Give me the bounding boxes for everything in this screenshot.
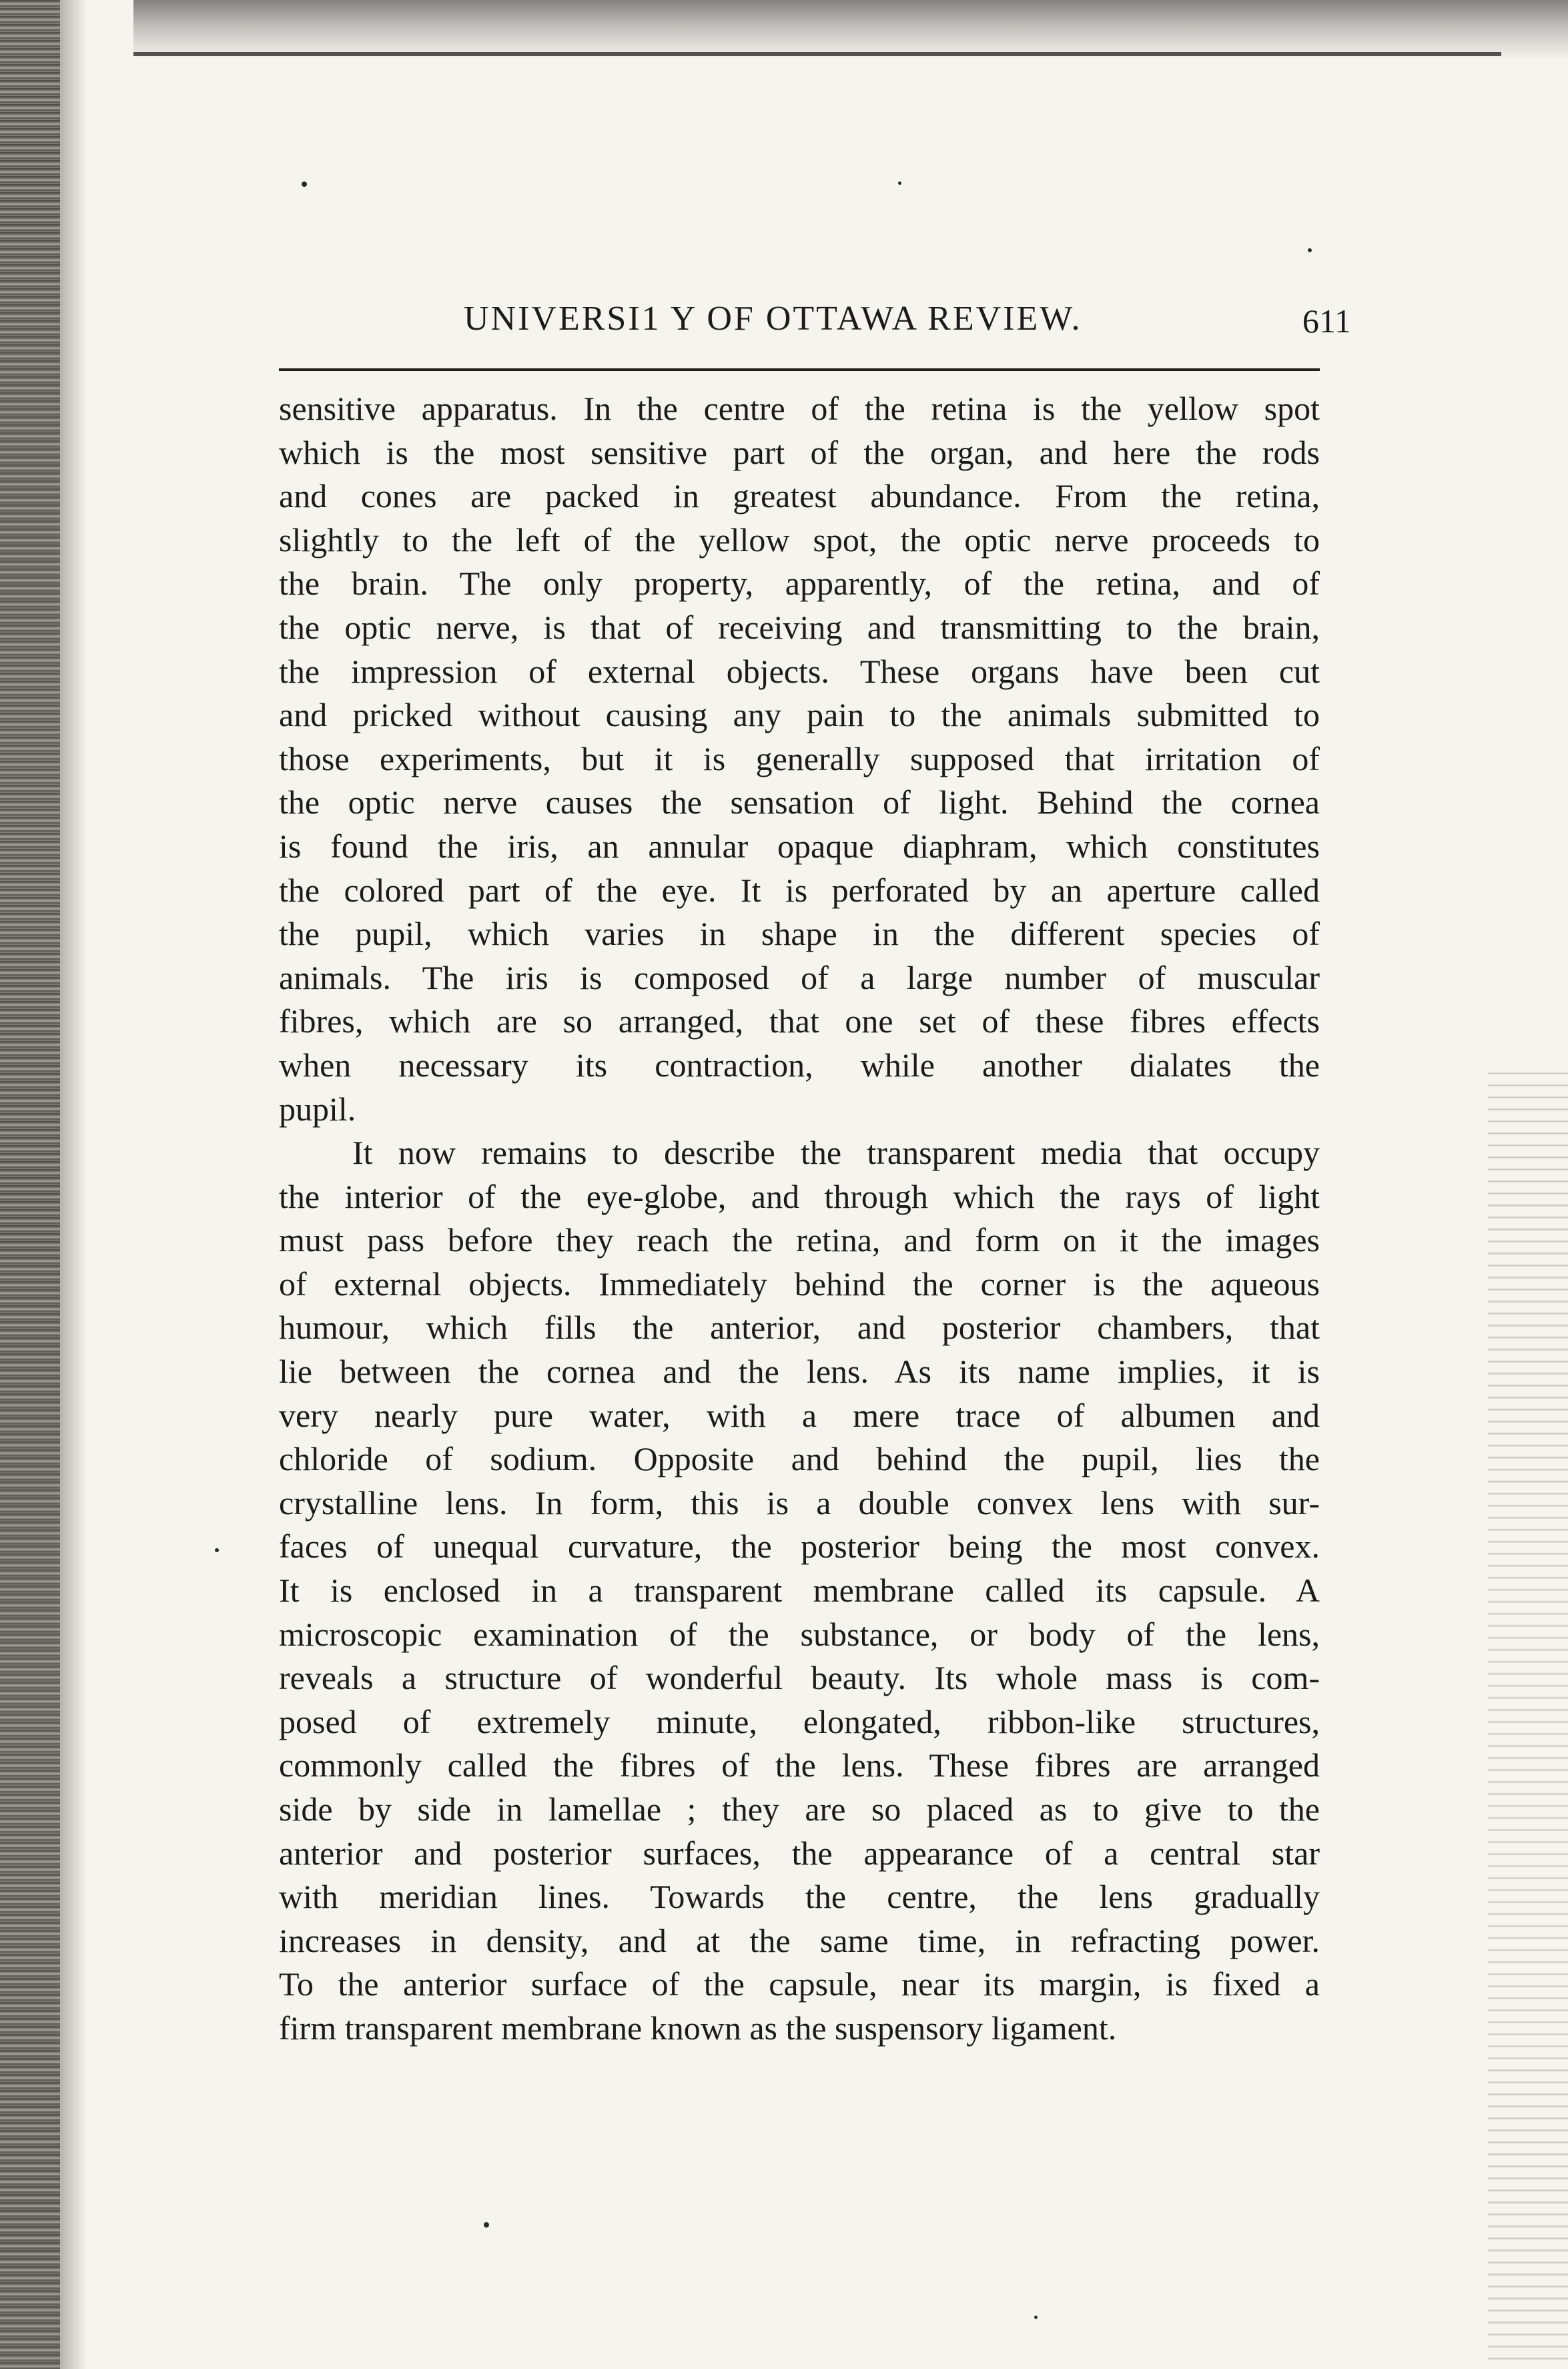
top-edge-shadow bbox=[133, 0, 1568, 60]
ink-speck bbox=[484, 2222, 489, 2228]
text-line: chloride of sodium. Opposite and behind the pupil, lies the bbox=[279, 1440, 1320, 1478]
binding-edge-shadow bbox=[0, 0, 60, 2369]
text-line: and cones are packed in greatest abundance. From the retina, bbox=[279, 477, 1320, 515]
text-line: To the anterior surface of the capsule, near its margin, is fixed a bbox=[279, 1965, 1320, 2003]
text-line: lie between the cornea and the lens. As its name implies, it is bbox=[279, 1353, 1320, 1391]
text-line: animals. The iris is composed of a large number of muscular bbox=[279, 958, 1320, 996]
text-line: with meridian lines. Towards the centre, the lens gradually bbox=[279, 1878, 1320, 1916]
ink-speck bbox=[898, 182, 901, 185]
ink-speck bbox=[1308, 248, 1312, 252]
text-line: faces of unequal curvature, the posterior being the most convex. bbox=[279, 1528, 1320, 1566]
binding-edge-fade bbox=[60, 0, 87, 2369]
text-line: the optic nerve causes the sensation of light. Behind the cornea bbox=[279, 783, 1320, 821]
text-line: the impression of external objects. These organs have been cut bbox=[279, 652, 1320, 690]
text-line: when necessary its contraction, while another dialates the bbox=[279, 1046, 1320, 1084]
text-line: the optic nerve, is that of receiving and transmitting to the brain, bbox=[279, 608, 1320, 646]
text-line: the pupil, which varies in shape in the different species of bbox=[279, 915, 1320, 953]
running-header bbox=[427, 299, 1375, 352]
text-line: is found the iris, an annular opaque diaphram, which constitutes bbox=[279, 827, 1320, 865]
text-line: crystalline lens. In form, this is a double convex lens with sur- bbox=[279, 1483, 1320, 1521]
text-line: reveals a structure of wonderful beauty. Its whole mass is com- bbox=[279, 1659, 1320, 1697]
text-line: of external objects. Immediately behind the corner is the aqueous bbox=[279, 1265, 1320, 1303]
text-line: those experiments, but it is generally supposed that irritation of bbox=[279, 739, 1320, 777]
text-line: microscopic examination of the substance, or body of the lens, bbox=[279, 1615, 1320, 1653]
text-line: pupil. bbox=[279, 1090, 356, 1128]
text-line: the colored part of the eye. It is perforated by an aperture called bbox=[279, 871, 1320, 909]
ink-speck bbox=[302, 182, 307, 187]
ink-speck bbox=[1034, 2316, 1038, 2319]
text-line: the brain. The only property, apparently, of the retina, and of bbox=[279, 565, 1320, 603]
text-line: humour, which fills the anterior, and posterior chambers, that bbox=[279, 1309, 1320, 1347]
text-line: increases in density, and at the same time, in refracting power. bbox=[279, 1921, 1320, 1959]
text-line: slightly to the left of the yellow spot, the optic nerve proceeds to bbox=[279, 521, 1320, 559]
page-number: 611 bbox=[1302, 302, 1351, 340]
text-line: commonly called the fibres of the lens. These fibres are arranged bbox=[279, 1746, 1320, 1784]
text-line: the interior of the eye-globe, and through which the rays of light bbox=[279, 1177, 1320, 1215]
text-line: anterior and posterior surfaces, the appearance of a central star bbox=[279, 1834, 1320, 1872]
text-line: very nearly pure water, with a mere trace of albumen and bbox=[279, 1396, 1320, 1434]
header-rule bbox=[279, 368, 1320, 371]
text-line: posed of extremely minute, elongated, ribbon-like structures, bbox=[279, 1702, 1320, 1740]
right-edge-speckle bbox=[1488, 1068, 1568, 2369]
body-text bbox=[279, 387, 1320, 2051]
text-line: must pass before they reach the retina, and form on it the images bbox=[279, 1221, 1320, 1259]
text-line: It now remains to describe the transparent media that occupy bbox=[352, 1134, 1320, 1172]
text-line: which is the most sensitive part of the organ, and here the rods bbox=[279, 433, 1320, 471]
running-title: UNIVERSI1 Y OF OTTAWA REVIEW. bbox=[464, 300, 1082, 338]
ink-speck bbox=[215, 1548, 219, 1552]
text-line: It is enclosed in a transparent membrane called its capsule. A bbox=[279, 1572, 1320, 1610]
text-line: sensitive apparatus. In the centre of the retina is the yellow spot bbox=[279, 390, 1320, 427]
text-line: side by side in lamellae ; they are so placed as to give to the bbox=[279, 1790, 1320, 1828]
text-line: firm transparent membrane known as the suspensory ligament. bbox=[279, 2009, 1117, 2047]
text-line: and pricked without causing any pain to the animals submitted to bbox=[279, 696, 1320, 734]
text-line: fibres, which are so arranged, that one set of these fibres effects bbox=[279, 1002, 1320, 1040]
top-scan-line bbox=[133, 52, 1501, 56]
